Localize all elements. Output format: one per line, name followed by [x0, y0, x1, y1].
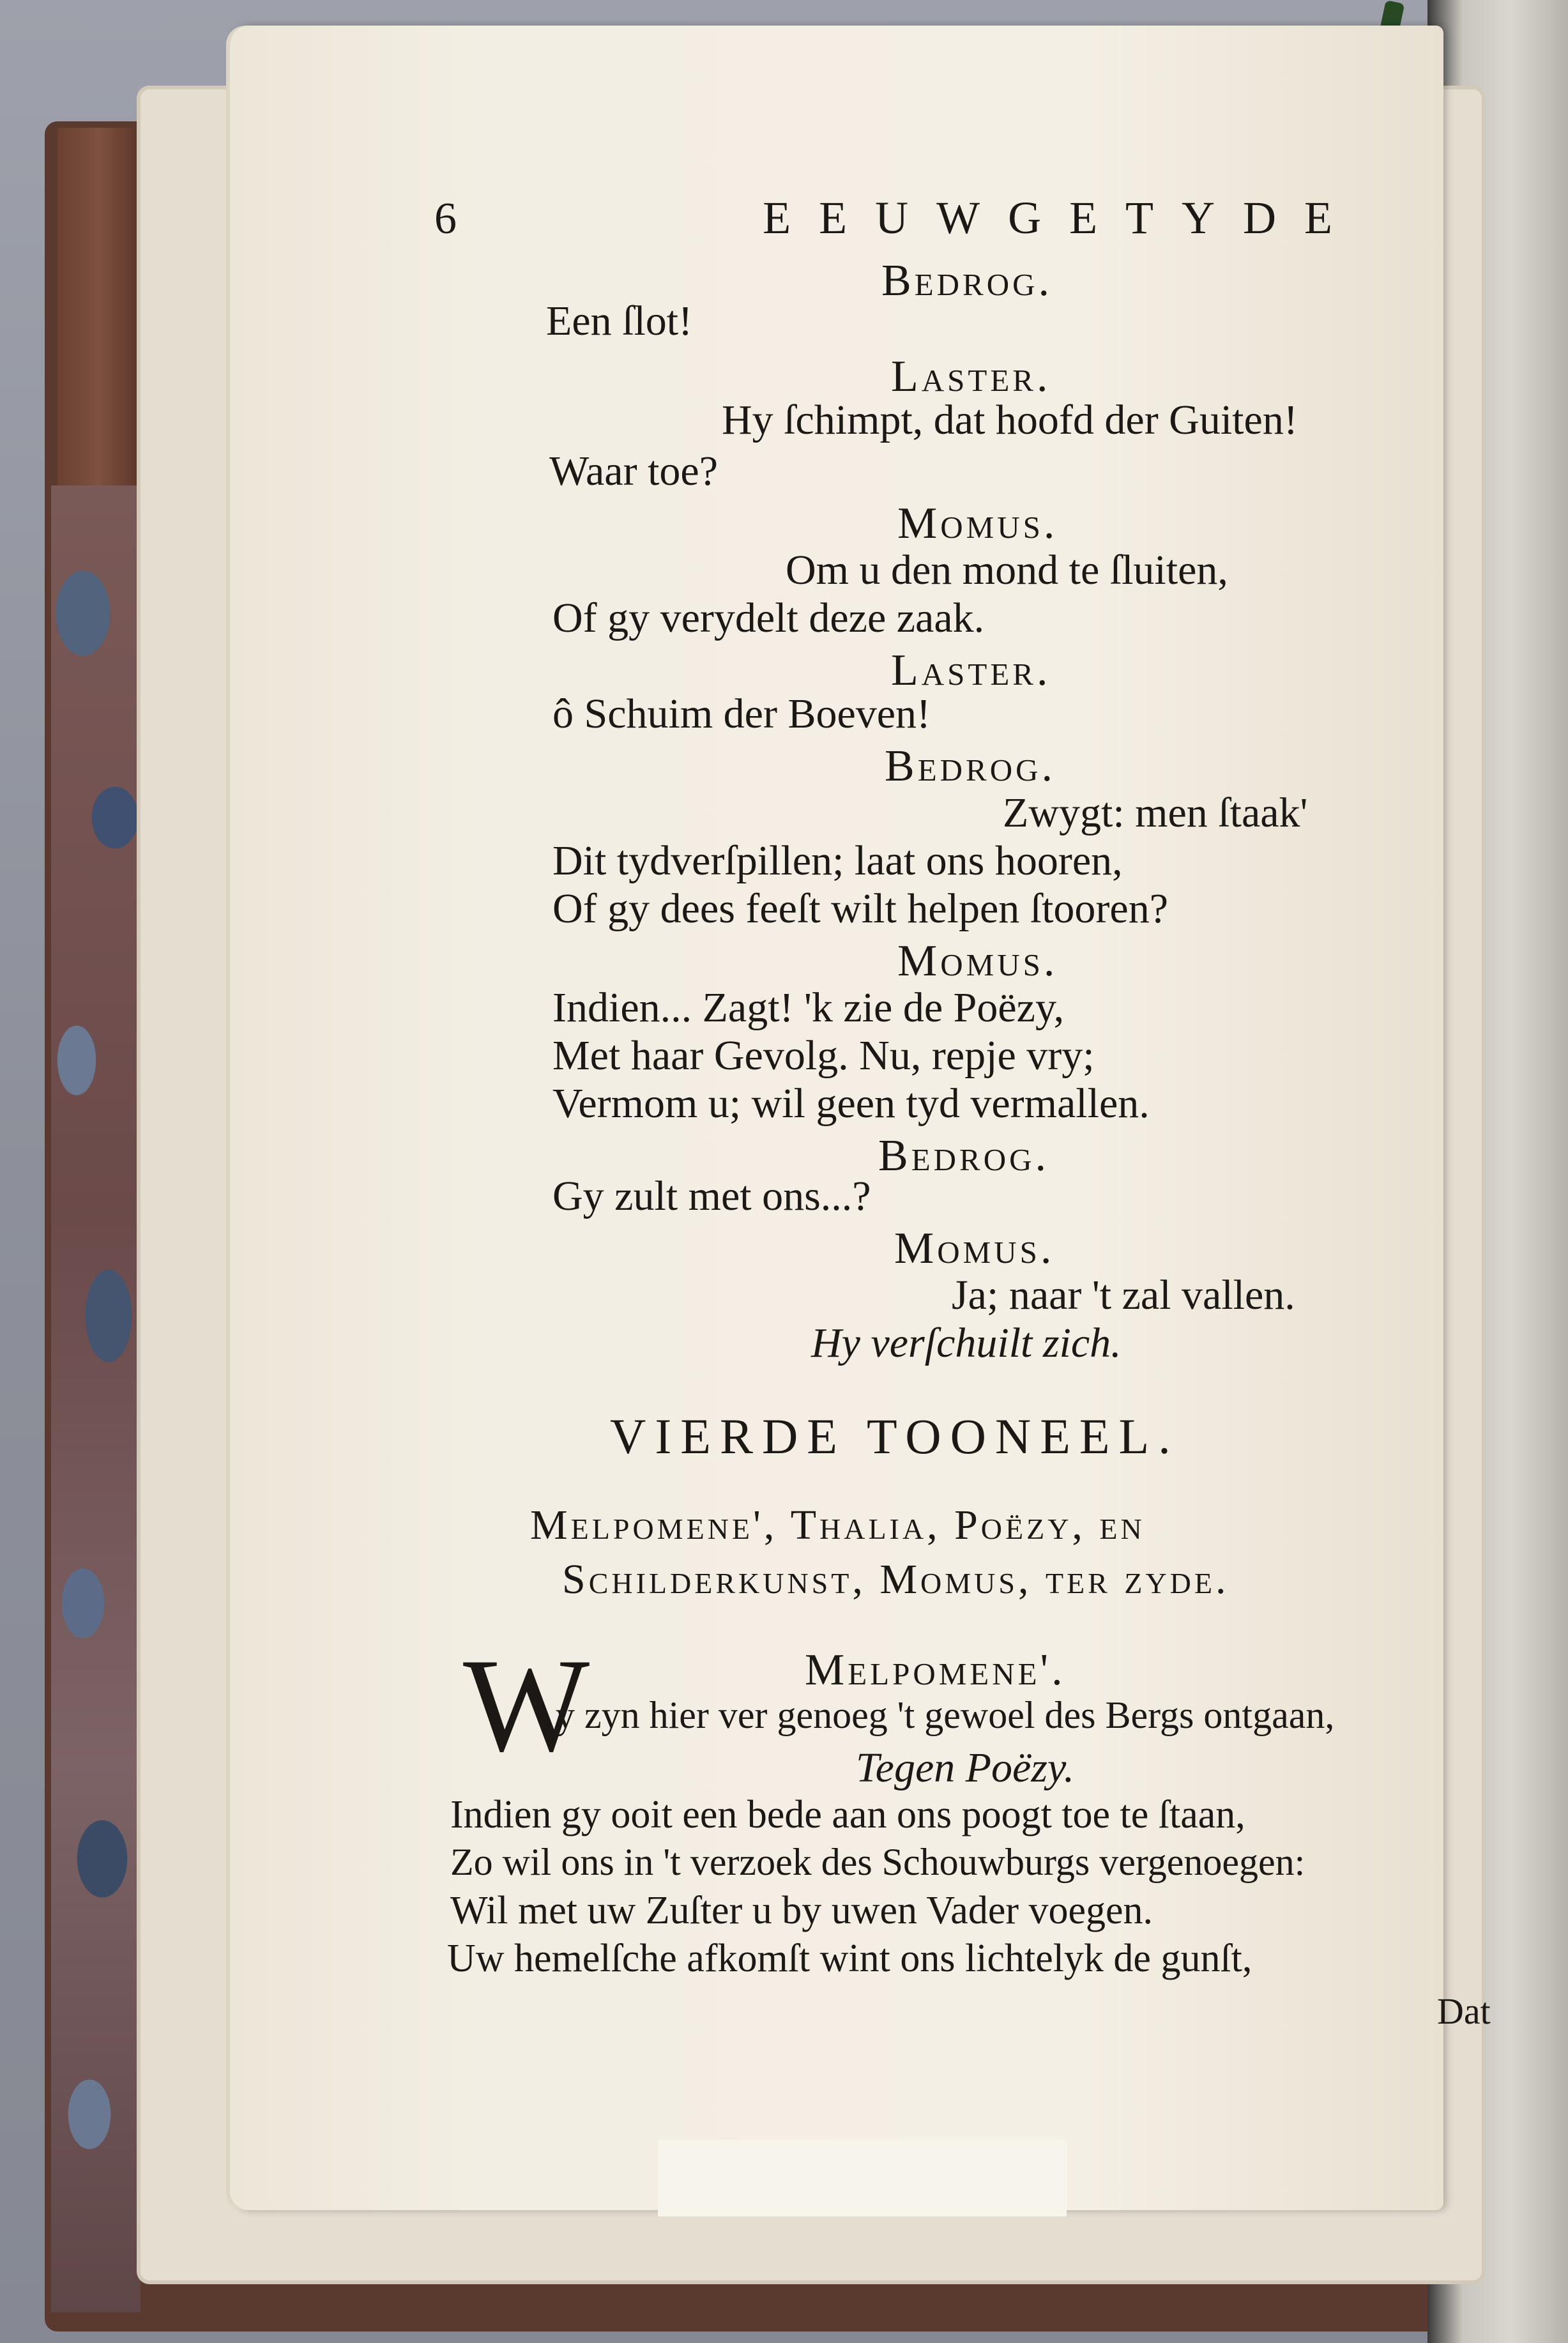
catchword: Dat	[1437, 1990, 1491, 2032]
verse-line: Met haar Gevolg. Nu, repje vry;	[552, 1032, 1095, 1079]
verse-line: Hy ſchimpt, dat hoofd der Guiten!	[722, 397, 1298, 443]
speaker-label: Laster.	[891, 646, 1051, 695]
page-number: 6	[434, 194, 457, 243]
speaker-label: Momus.	[897, 499, 1058, 548]
book-spine-leather	[57, 128, 141, 485]
verse-line: Een ſlot!	[546, 298, 693, 344]
cast-list: Schilderkunst, Momus, ter zyde.	[562, 1556, 1229, 1603]
verse-line: Zwygt: men ſtaak'	[1003, 790, 1308, 836]
verse-line: Om u den mond te ſluiten,	[786, 547, 1228, 593]
verse-line: Of gy verydelt deze zaak.	[552, 595, 985, 641]
verse-line: y zyn hier ver genoeg 't gewoel des Bergs ontgaan,	[556, 1694, 1335, 1736]
verse-line: Indien... Zagt! 'k zie de Poëzy,	[552, 984, 1065, 1031]
verse-line: Zo wil ons in 't verzoek des Schouwburgs vergenoegen:	[450, 1841, 1305, 1883]
speaker-label: Melpomene'.	[805, 1645, 1066, 1695]
scene-heading: VIERDE TOONEEL.	[610, 1408, 1180, 1464]
speaker-label: Bedrog.	[878, 1131, 1049, 1180]
verse-line: Indien gy ooit een bede aan ons poogt toe te ſtaan,	[450, 1793, 1245, 1836]
drop-cap: W	[463, 1631, 590, 1780]
verse-line: Dit tydverſpillen; laat ons hooren,	[552, 837, 1123, 884]
verse-line: Gy zult met ons...?	[552, 1173, 871, 1219]
stage-direction: Hy verſchuilt zich.	[811, 1320, 1122, 1366]
stage-direction: Tegen Poëzy.	[856, 1744, 1075, 1791]
verse-line: Ja; naar 't zal vallen.	[952, 1272, 1295, 1318]
verse-line: ô Schuim der Boeven!	[552, 691, 931, 737]
verse-line: Wil met uw Zuſter u by uwen Vader voegen.	[450, 1889, 1153, 1932]
running-head	[434, 192, 1360, 245]
paper-label	[658, 2140, 1067, 2217]
speaker-label: Laster.	[891, 352, 1051, 401]
verse-line: Uw hemelſche afkomſt wint ons lichtelyk de gunſt,	[447, 1937, 1252, 1980]
verse-line: Waar toe?	[549, 448, 718, 494]
verse-line: Of gy dees feeſt wilt helpen ſtooren?	[552, 885, 1168, 932]
running-title: EEUWGETYDE	[763, 192, 1360, 243]
speaker-label: Momus.	[894, 1224, 1055, 1273]
speaker-label: Momus.	[897, 936, 1058, 986]
speaker-label: Bedrog.	[885, 742, 1056, 791]
cast-list: Melpomene', Thalia, Poëzy, en	[530, 1502, 1145, 1548]
speaker-label: Bedrog.	[881, 256, 1053, 305]
marbled-board	[51, 485, 141, 2312]
verse-line: Vermom u; wil geen tyd vermallen.	[552, 1080, 1150, 1127]
